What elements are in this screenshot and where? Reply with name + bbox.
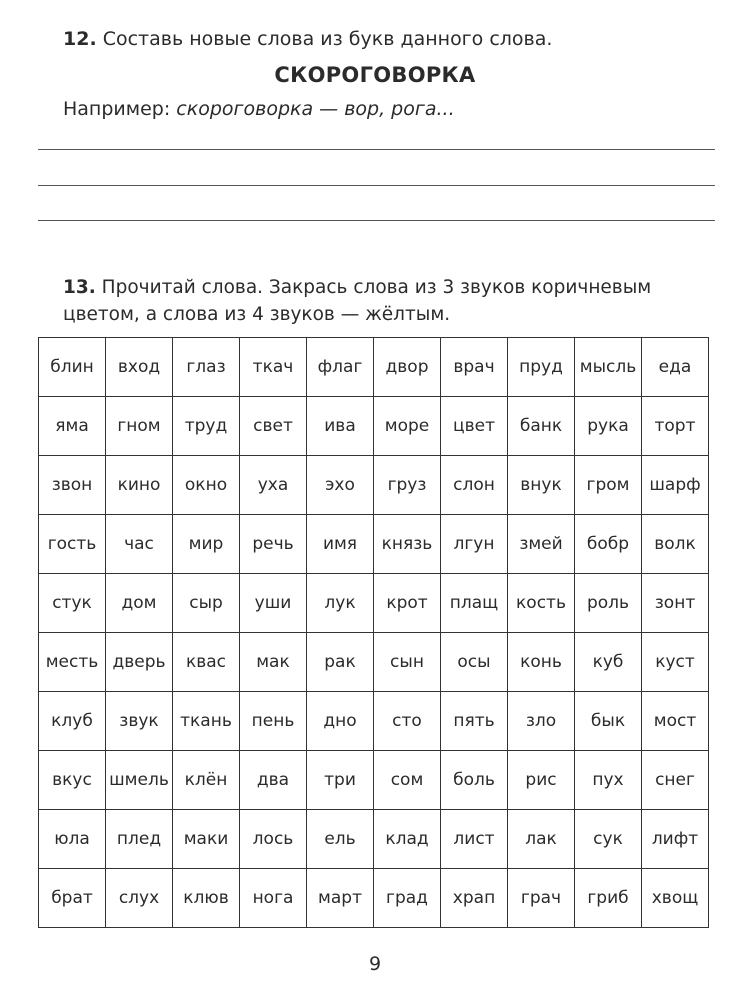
- example-text: скороговорка — вор, рога...: [176, 98, 455, 120]
- word-cell[interactable]: нога: [240, 869, 307, 928]
- source-word: СКОРОГОВОРКА: [274, 63, 476, 87]
- grid-row: [39, 574, 709, 633]
- word-cell[interactable]: гриб: [575, 869, 642, 928]
- word-cell[interactable]: стук: [39, 574, 106, 633]
- word-cell[interactable]: пруд: [508, 338, 575, 397]
- word-cell[interactable]: пять: [441, 692, 508, 751]
- word-cell[interactable]: глаз: [173, 338, 240, 397]
- word-cell[interactable]: квас: [173, 633, 240, 692]
- word-cell[interactable]: волк: [642, 515, 709, 574]
- word-cell[interactable]: свет: [240, 397, 307, 456]
- word-cell[interactable]: флаг: [307, 338, 374, 397]
- task-12-instruction: [63, 26, 552, 52]
- word-cell[interactable]: зонт: [642, 574, 709, 633]
- word-cell[interactable]: торт: [642, 397, 709, 456]
- word-cell[interactable]: куб: [575, 633, 642, 692]
- word-cell[interactable]: кость: [508, 574, 575, 633]
- word-cell[interactable]: боль: [441, 751, 508, 810]
- word-cell[interactable]: бык: [575, 692, 642, 751]
- word-cell[interactable]: осы: [441, 633, 508, 692]
- word-cell[interactable]: рука: [575, 397, 642, 456]
- word-cell[interactable]: труд: [173, 397, 240, 456]
- word-cell[interactable]: клюв: [173, 869, 240, 928]
- word-cell[interactable]: груз: [374, 456, 441, 515]
- grid-row: [39, 751, 709, 810]
- word-cell[interactable]: клуб: [39, 692, 106, 751]
- grid-row: [39, 338, 709, 397]
- word-cell[interactable]: мост: [642, 692, 709, 751]
- word-cell[interactable]: мысль: [575, 338, 642, 397]
- word-cell[interactable]: речь: [240, 515, 307, 574]
- word-cell[interactable]: ива: [307, 397, 374, 456]
- grid-row: [39, 456, 709, 515]
- word-cell[interactable]: врач: [441, 338, 508, 397]
- example-line: [63, 96, 455, 122]
- word-cell[interactable]: гость: [39, 515, 106, 574]
- word-cell[interactable]: конь: [508, 633, 575, 692]
- word-cell[interactable]: гном: [106, 397, 173, 456]
- task-12-number: 12.: [63, 28, 97, 50]
- word-cell[interactable]: яма: [39, 397, 106, 456]
- answer-line-1[interactable]: [38, 149, 715, 150]
- word-cell[interactable]: сыр: [173, 574, 240, 633]
- word-cell[interactable]: три: [307, 751, 374, 810]
- answer-line-3[interactable]: [38, 220, 715, 221]
- word-cell[interactable]: слух: [106, 869, 173, 928]
- word-cell[interactable]: лист: [441, 810, 508, 869]
- word-cell[interactable]: гром: [575, 456, 642, 515]
- word-cell[interactable]: слон: [441, 456, 508, 515]
- word-cell[interactable]: брат: [39, 869, 106, 928]
- word-cell[interactable]: мир: [173, 515, 240, 574]
- word-cell[interactable]: кино: [106, 456, 173, 515]
- word-cell[interactable]: ткань: [173, 692, 240, 751]
- grid-row: [39, 397, 709, 456]
- word-cell[interactable]: дом: [106, 574, 173, 633]
- word-cell[interactable]: банк: [508, 397, 575, 456]
- word-cell[interactable]: лук: [307, 574, 374, 633]
- word-cell[interactable]: грач: [508, 869, 575, 928]
- word-cell[interactable]: куст: [642, 633, 709, 692]
- word-cell[interactable]: сто: [374, 692, 441, 751]
- word-cell[interactable]: рак: [307, 633, 374, 692]
- word-cell[interactable]: князь: [374, 515, 441, 574]
- word-cell[interactable]: лось: [240, 810, 307, 869]
- word-cell[interactable]: вход: [106, 338, 173, 397]
- task-13-instruction: [63, 274, 723, 328]
- word-cell[interactable]: зло: [508, 692, 575, 751]
- word-cell[interactable]: змей: [508, 515, 575, 574]
- word-cell[interactable]: еда: [642, 338, 709, 397]
- word-cell[interactable]: плед: [106, 810, 173, 869]
- grid-row: [39, 692, 709, 751]
- example-label: Например:: [63, 98, 171, 120]
- word-cell[interactable]: море: [374, 397, 441, 456]
- word-cell[interactable]: плащ: [441, 574, 508, 633]
- task-13-number: 13.: [63, 277, 96, 298]
- word-cell[interactable]: храп: [441, 869, 508, 928]
- word-cell[interactable]: пень: [240, 692, 307, 751]
- word-cell[interactable]: дверь: [106, 633, 173, 692]
- grid-row: [39, 633, 709, 692]
- word-cell[interactable]: рис: [508, 751, 575, 810]
- word-cell[interactable]: снег: [642, 751, 709, 810]
- word-cell[interactable]: час: [106, 515, 173, 574]
- word-cell[interactable]: юла: [39, 810, 106, 869]
- word-cell[interactable]: уха: [240, 456, 307, 515]
- word-cell[interactable]: хвощ: [642, 869, 709, 928]
- task-12-text: Составь новые слова из букв данного слова.: [102, 28, 553, 50]
- word-cell[interactable]: маки: [173, 810, 240, 869]
- word-cell[interactable]: внук: [508, 456, 575, 515]
- grid-row: [39, 515, 709, 574]
- word-cell[interactable]: крот: [374, 574, 441, 633]
- word-cell[interactable]: шарф: [642, 456, 709, 515]
- word-cell[interactable]: сын: [374, 633, 441, 692]
- word-cell[interactable]: клад: [374, 810, 441, 869]
- grid-row: [39, 869, 709, 928]
- word-cell[interactable]: лак: [508, 810, 575, 869]
- word-cell[interactable]: ель: [307, 810, 374, 869]
- word-cell[interactable]: ткач: [240, 338, 307, 397]
- word-cell[interactable]: бобр: [575, 515, 642, 574]
- word-cell[interactable]: лгун: [441, 515, 508, 574]
- grid-row: [39, 810, 709, 869]
- word-cell[interactable]: шмель: [106, 751, 173, 810]
- word-cell[interactable]: клён: [173, 751, 240, 810]
- word-cell[interactable]: град: [374, 869, 441, 928]
- word-cell[interactable]: сом: [374, 751, 441, 810]
- answer-line-2[interactable]: [38, 185, 715, 186]
- word-grid: [38, 337, 709, 928]
- word-cell[interactable]: март: [307, 869, 374, 928]
- word-cell[interactable]: вкус: [39, 751, 106, 810]
- word-cell[interactable]: эхо: [307, 456, 374, 515]
- word-cell[interactable]: звон: [39, 456, 106, 515]
- word-cell[interactable]: цвет: [441, 397, 508, 456]
- word-cell[interactable]: окно: [173, 456, 240, 515]
- word-cell[interactable]: дно: [307, 692, 374, 751]
- task-13-text: Прочитай слова. Закрась слова из 3 звуков коричневым цветом, а слова из 4 звуков — жёлтым.: [63, 277, 652, 325]
- word-cell[interactable]: имя: [307, 515, 374, 574]
- word-cell[interactable]: пух: [575, 751, 642, 810]
- page-number: 9: [368, 953, 382, 975]
- word-cell[interactable]: сук: [575, 810, 642, 869]
- word-cell[interactable]: блин: [39, 338, 106, 397]
- word-cell[interactable]: лифт: [642, 810, 709, 869]
- word-cell[interactable]: уши: [240, 574, 307, 633]
- word-cell[interactable]: мак: [240, 633, 307, 692]
- word-cell[interactable]: два: [240, 751, 307, 810]
- word-cell[interactable]: звук: [106, 692, 173, 751]
- word-cell[interactable]: месть: [39, 633, 106, 692]
- word-cell[interactable]: роль: [575, 574, 642, 633]
- word-cell[interactable]: двор: [374, 338, 441, 397]
